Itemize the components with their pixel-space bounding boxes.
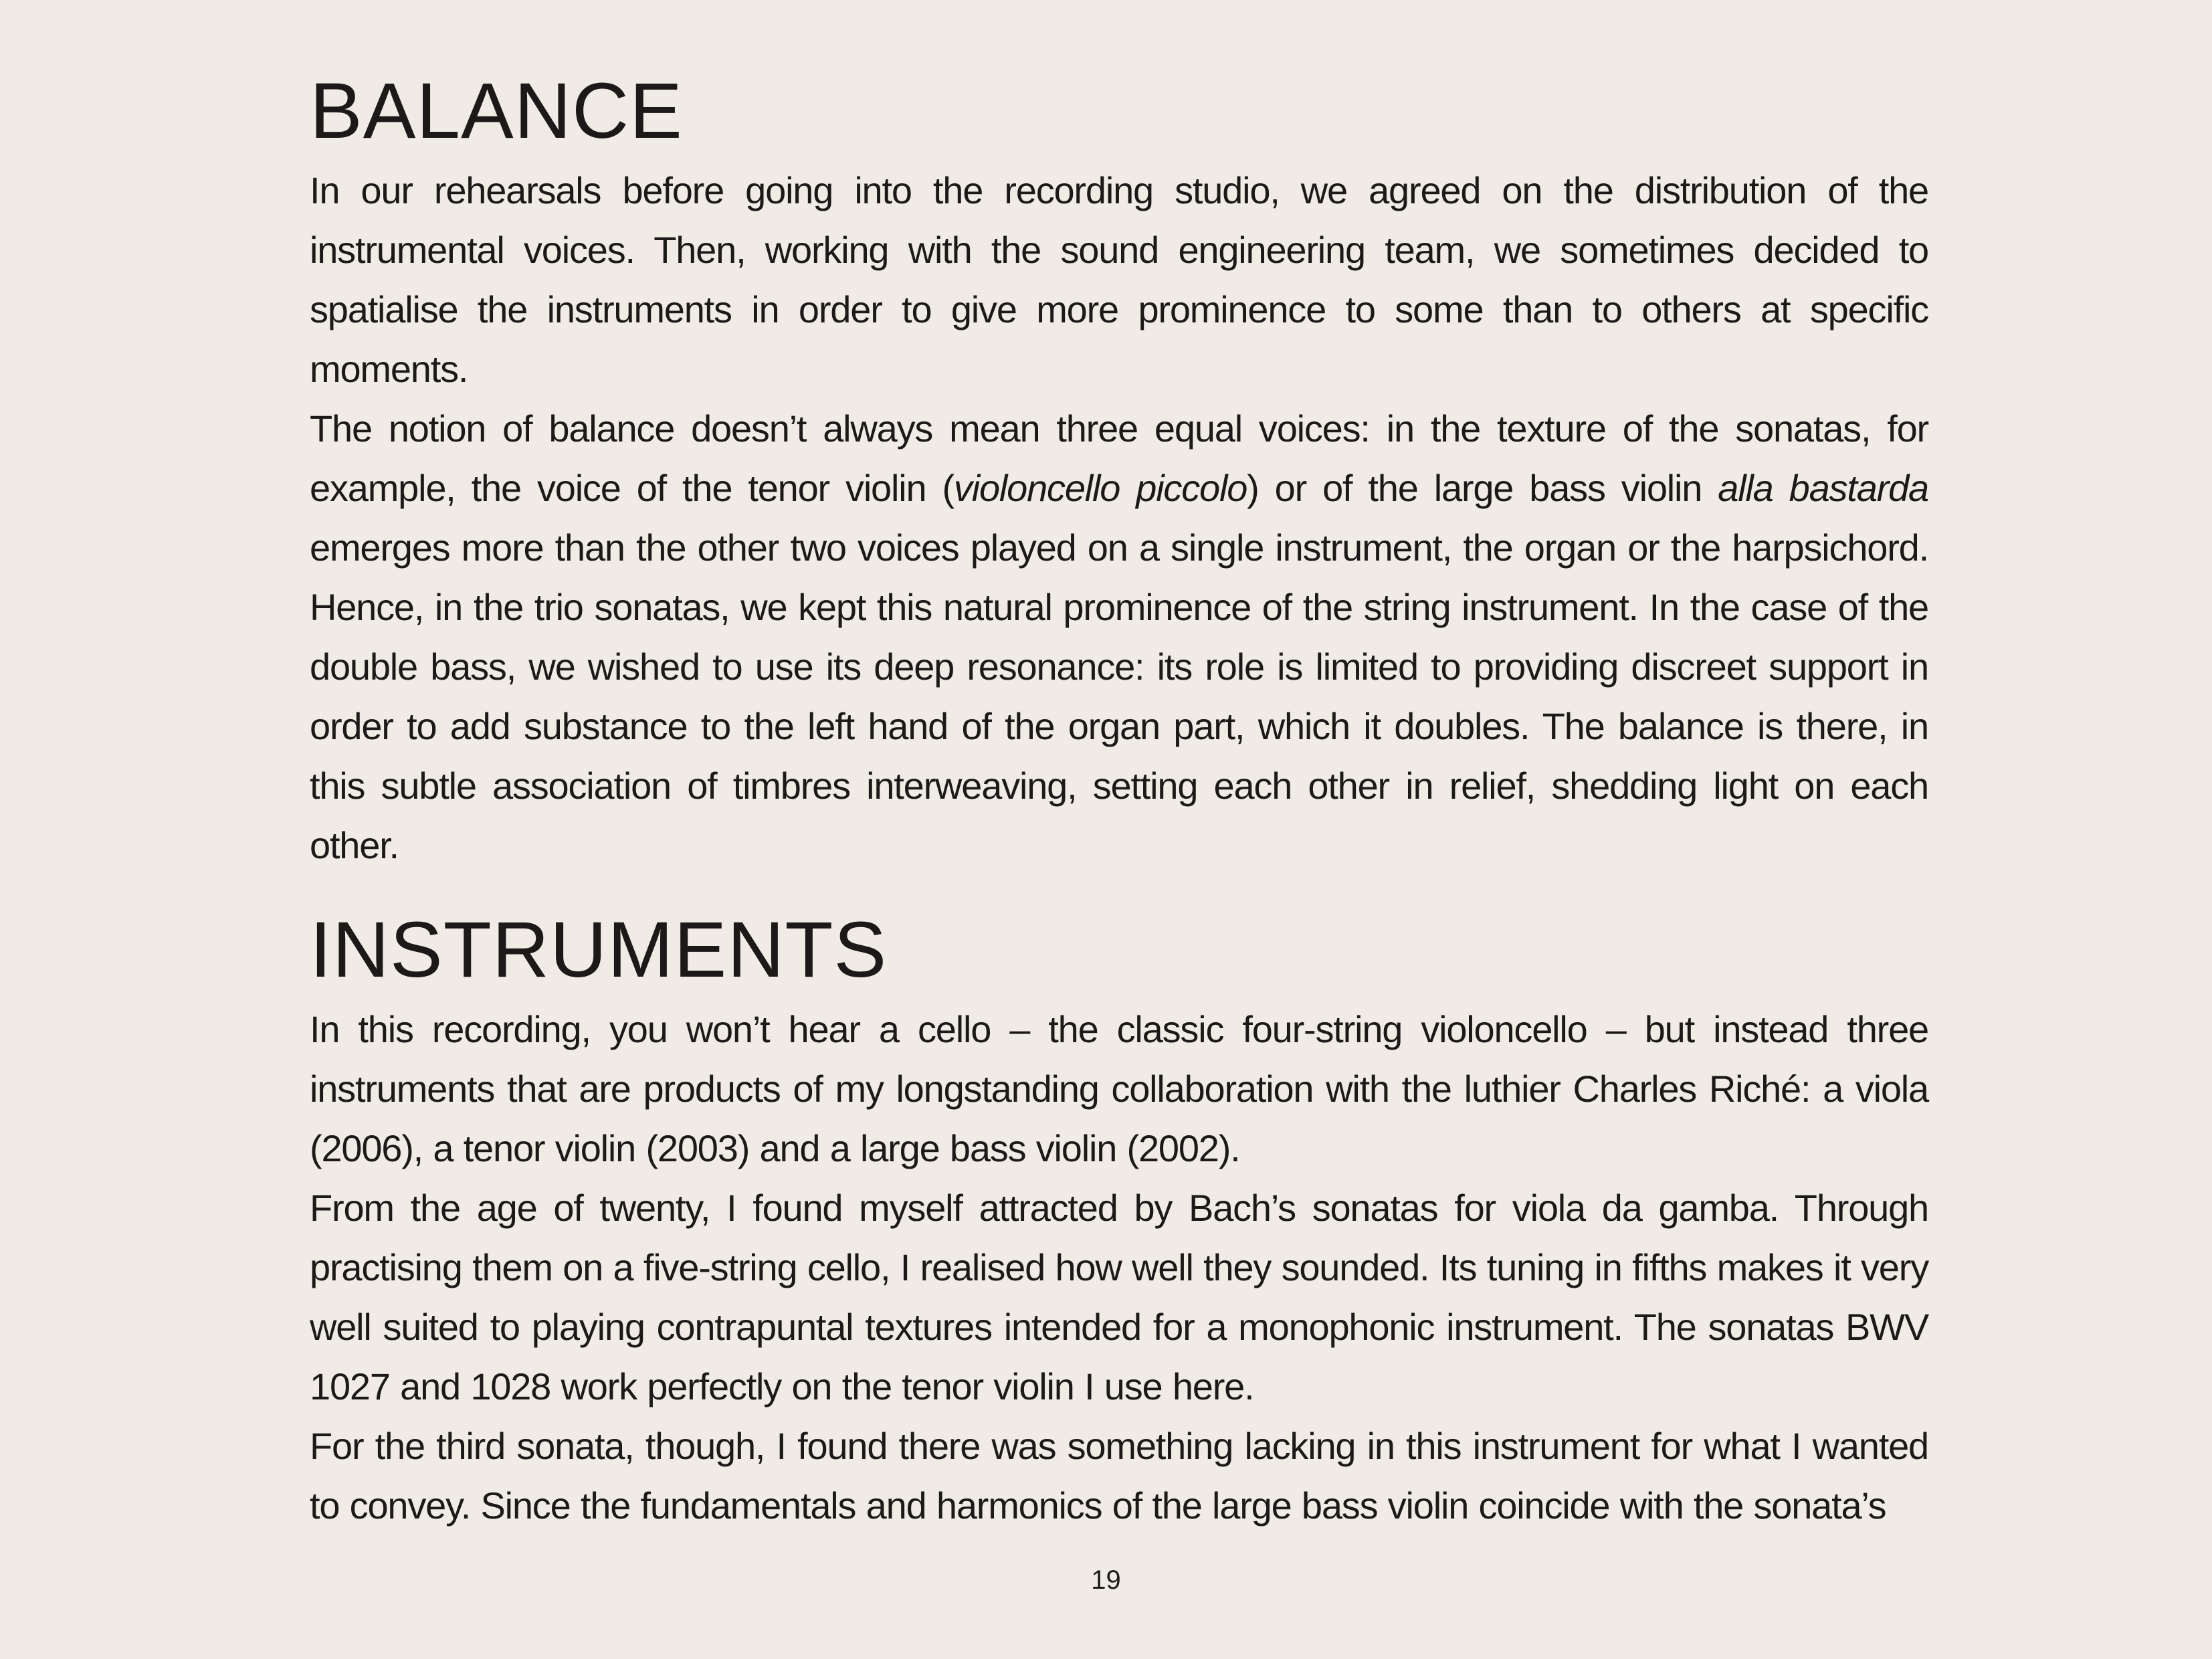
page-content — [310, 62, 1928, 1535]
balance-paragraph-2-text-a: The notion of balance doesn’t always mean three equal voices: in the texture of the sonatas, for example, the voice of the tenor violin ( — [310, 407, 1928, 509]
section-heading-balance: BALANCE — [310, 67, 683, 155]
balance-paragraph-1: In our rehearsals before going into the recording studio, we agreed on the distribution of the instrumental voices. Then, working with the sound engineering team, we sometimes decided to spatialise the instruments in order to give more prominence to some than to others at specific moments. — [310, 169, 1928, 390]
section-spacer — [310, 875, 1928, 900]
balance-paragraph-2-text-c: emerges more than the other two voices played on a single instrument, the organ or the harpsichord. Hence, in the trio sonatas, we kept this natural prominence of the string instrument. In the case of the double bass, we wished to use its deep resonance: its role is limited to providing discreet support in order to add substance to the left hand of the organ part, which it doubles. The balance is there, in this subtle association of timbres interweaving, setting each other in relief, shedding light on each other. — [310, 526, 1928, 866]
italic-term-alla-bastarda: alla bastarda — [1718, 467, 1928, 509]
instruments-paragraph-2: From the age of twenty, I found myself attracted by Bach’s sonatas for viola da gamba. Through practising them on a five-string cello, I realised how well they sounded. Its tuning in fifths makes it very well suited to playing contrapuntal textures intended for a monophonic instrument. The sonatas BWV 1027 and 1028 work perfectly on the tenor violin I use here. — [310, 1187, 1928, 1407]
balance-section — [310, 62, 1928, 875]
page-number: 19 — [1091, 1565, 1121, 1595]
balance-paragraph-2 — [310, 399, 1928, 875]
instruments-section — [310, 900, 1928, 1535]
instruments-paragraph-1: In this recording, you won’t hear a cello – the classic four-string violoncello – but instead three instruments that are products of my longstanding collaboration with the luthier Charles Riché: a viola (2006), a tenor violin (2003) and a large bass violin (2002). — [310, 1008, 1928, 1169]
section-heading-instruments: INSTRUMENTS — [310, 906, 888, 994]
instruments-paragraph-3: For the third sonata, though, I found there was something lacking in this instrument for what I wanted to convey. Since the fundamentals and harmonics of the large bass violin coincide with the sonata’s — [310, 1425, 1928, 1527]
italic-term-violoncello-piccolo: violoncello piccolo — [953, 467, 1247, 509]
balance-paragraph-2-text-b: ) or of the large bass violin — [1247, 467, 1718, 509]
